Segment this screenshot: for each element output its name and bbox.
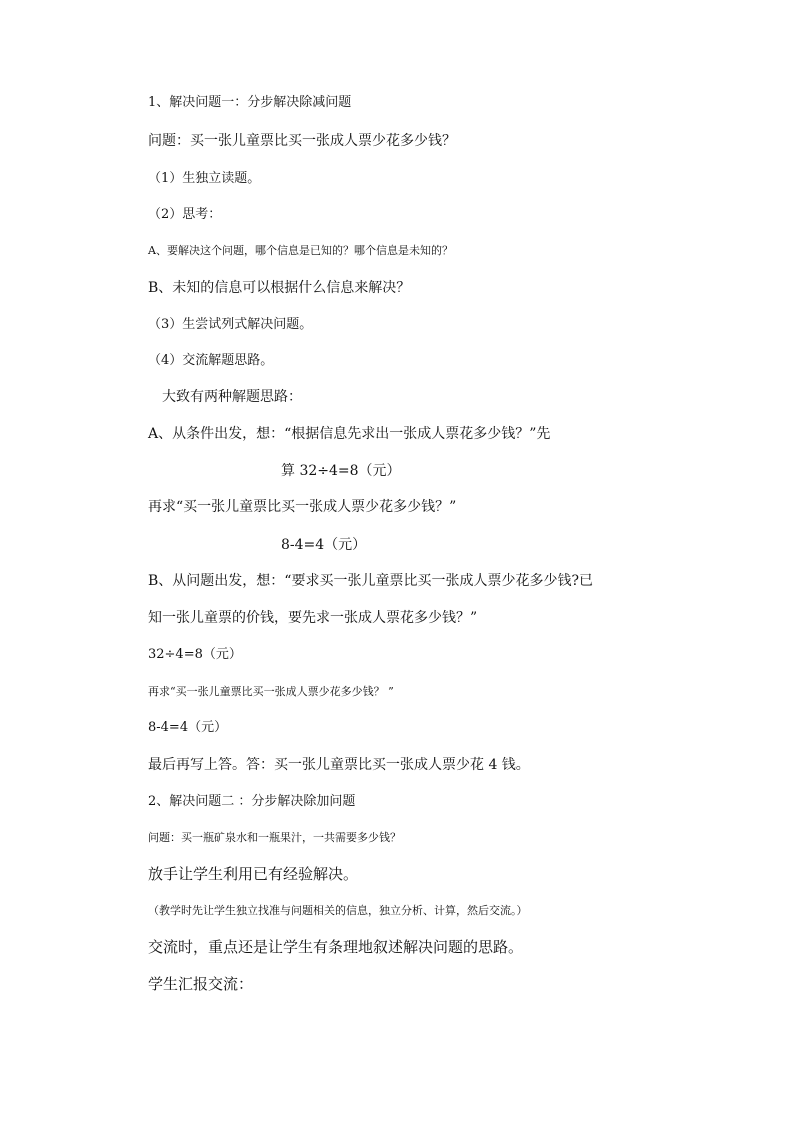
problem-statement-2: 问题：买一瓶矿泉水和一瓶果汁，一共需要多少钱？	[148, 831, 401, 844]
question-a-text: A、要解决这个问题，哪个信息是已知的？哪个信息是未知的？	[148, 244, 453, 257]
exchange-focus-text: 交流时，重点还是让学生有条理地叙述解决问题的思路。	[148, 938, 524, 956]
step-2-text: （2）思考：	[148, 207, 222, 222]
step-4-text: （4）交流解题思路。	[148, 353, 274, 368]
approach-intro-text: 大致有两种解题思路：	[162, 389, 302, 405]
approach-b-continuation: 知一张儿童票的价钱，要先求一张成人票花多少钱？”	[148, 610, 478, 626]
step-3-text: （3）生尝试列式解决问题。	[148, 317, 313, 332]
teaching-note: （教学时先让学生独立找准与问题相关的信息，独立分析、计算，然后交流。）	[148, 904, 528, 917]
approach-a-text: A、从条件出发，想：“根据信息先求出一张成人票花多少钱？”先	[148, 426, 551, 442]
section-heading-1: 1、解决问题一：分步解决除减问题	[148, 95, 352, 110]
student-report-text: 学生汇报交流：	[148, 975, 254, 993]
instruction-text: 放手让学生利用已有经验解决。	[148, 865, 359, 883]
question-b-text: B、未知的信息可以根据什么信息来解决？	[148, 280, 411, 296]
calculation-a2: 8-4=4（元）	[281, 537, 367, 553]
problem-statement-1: 问题：买一张儿童票比买一张成人票少花多少钱？	[148, 133, 456, 149]
approach-a-followup: 再求“买一张儿童票比买一张成人票少花多少钱？”	[148, 499, 457, 515]
approach-b-text: B、从问题出发，想：“要求买一张儿童票比买一张成人票少花多少钱?已	[148, 573, 593, 589]
approach-b-followup: 再求“买一张儿童票比买一张成人票少花多少钱？ ”	[148, 685, 394, 698]
answer-text: 最后再写上答。答：买一张儿童票比买一张成人票少花 4 钱。	[148, 757, 530, 773]
calculation-b1: 32÷4=8（元）	[148, 647, 242, 662]
section-heading-2: 2、解决问题二 ：分步解决除加问题	[148, 794, 356, 809]
step-1-text: （1）生独立读题。	[148, 171, 261, 186]
calculation-a1: 算 32÷4=8（元）	[281, 463, 401, 479]
calculation-b2: 8-4=4（元）	[148, 720, 228, 735]
